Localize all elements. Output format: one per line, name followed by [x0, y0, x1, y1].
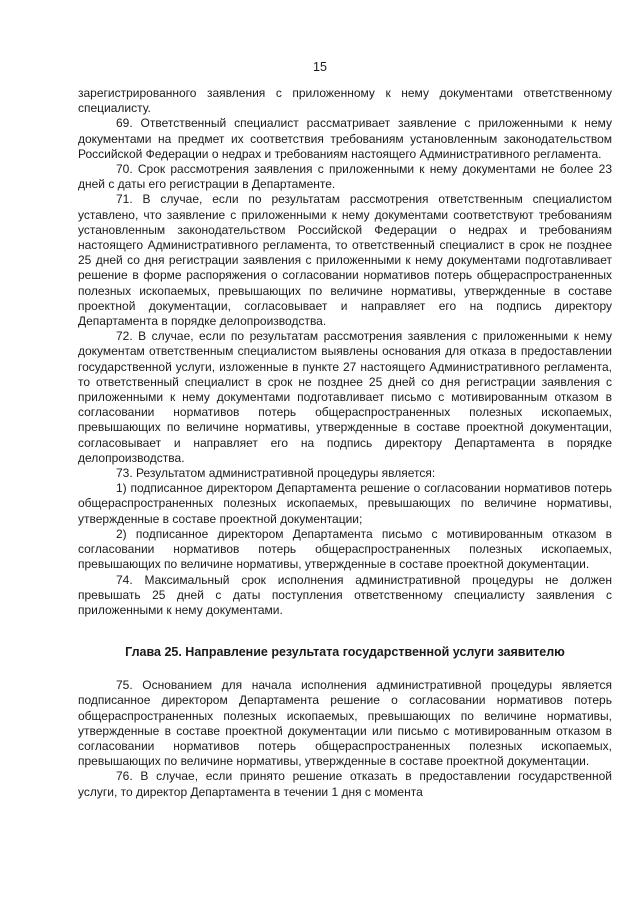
paragraph: 75. Основанием для начала исполнения административной процедуры является подписанное директором Департамента решение о согласовании нормативов потерь общераспространенных полезных ископаемых, превышающих по величине нормативы, утвержденные в составе проектной документации или письмо с мотивированным отказом в согласовании нормативов потерь общераспространенных полезных ископаемых, превышающих по величине нормативы, утвержденные в составе проектной документации. — [78, 678, 612, 769]
paragraph: 71. В случае, если по результатам рассмотрения ответственным специалистом уставлено, что заявление с приложенными к нему документами соответствуют требованиям установленным законодательством Российской Федерации о недрах и требованиям настоящего Административного регламента, то ответственный специалист в срок не позднее 25 дней со дня регистрации заявления с приложенными к нему документами подготавливает решение в форме распоряжения о согласовании нормативов потерь общераспространенных полезных ископаемых, превышающих по величине нормативы, утвержденные в составе проектной документации, согласовывает и направляет его на подпись директору Департамента в порядке делопроизводства. — [78, 192, 612, 329]
paragraph: 73. Результатом административной процедуры является: — [116, 466, 436, 481]
paragraph: 70. Срок рассмотрения заявления с приложенными к нему документами не более 23 дней с даты его регистрации в Департаменте. — [78, 162, 612, 192]
paragraph: 1) подписанное директором Департамента решение о согласовании нормативов потерь общераспространенных полезных ископаемых, превышающих по величине нормативы, утвержденные в составе проектной документации; — [78, 481, 612, 526]
paragraphs-before — [78, 86, 612, 618]
paragraph: 74. Максимальный срок исполнения административной процедуры не должен превышать 25 дней с даты поступления ответственному специалисту заявления с приложенными к нему документами. — [78, 572, 612, 617]
document-body — [78, 86, 612, 800]
paragraph: зарегистрированного заявления с приложенному к нему документами ответственному специалисту. — [78, 86, 612, 116]
paragraph: 76. В случае, если принято решение отказать в предоставлении государственной услуги, то директор Департамента в течении 1 дня с момента — [78, 769, 612, 799]
paragraph: 69. Ответственный специалист рассматривает заявление с приложенными к нему документами на предмет их соответствия требованиям установленным законодательством Российской Федерации о недрах и требованиям настоящего Административного регламента. — [78, 116, 612, 161]
page-number: 15 — [313, 60, 327, 74]
paragraph: 2) подписанное директором Департамента письмо с мотивированным отказом в согласовании нормативов потерь общераспространенных полезных ископаемых, превышающих по величине нормативы, утвержденные в составе проектной документации. — [78, 526, 612, 572]
paragraphs-after — [78, 678, 612, 800]
paragraph: 72. В случае, если по результатам рассмотрения заявления с приложенными к нему документам ответственным специалистом выявлены основания для отказа в предоставлении государственной услуги, изложенные в пункте 27 настоящего Административного регламента, то ответственный специалист в срок не позднее 25 дней со дня регистрации заявления с приложенными к нему документами подготавливает письмо с мотивированным отказом в согласовании нормативов потерь общераспространенных полезных ископаемых, превышающих по величине нормативы, утвержденные в составе проектной документации, согласовывает и направляет его на подпись директору Департамента в порядке делопроизводства. — [78, 329, 612, 465]
chapter-heading: Глава 25. Направление результата государственной услуги заявителю — [125, 645, 565, 660]
